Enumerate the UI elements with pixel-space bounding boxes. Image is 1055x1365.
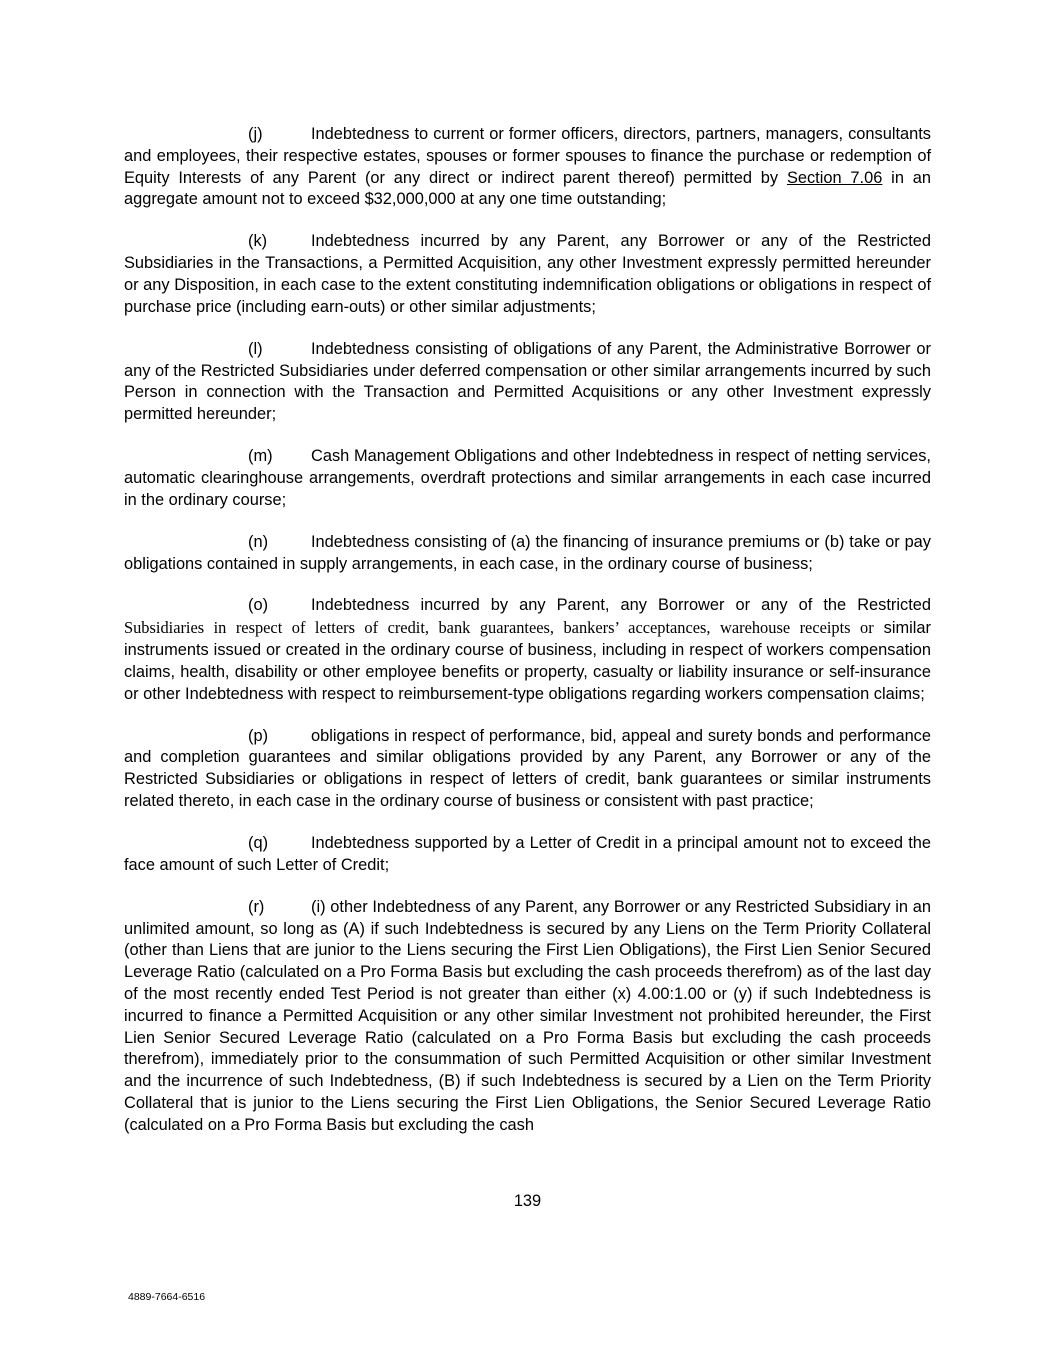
paragraph-l	[124, 339, 931, 426]
paragraph-label: (n)	[248, 532, 269, 551]
paragraph-text: Cash Management Obligations and other Indebtedness in respect of netting services, automatic clearinghouse arrangements, overdraft protections and similar arrangements in each case incurred in the ordinary course;	[124, 447, 931, 509]
paragraph-text: Indebtedness supported by a Letter of Credit in a principal amount not to exceed the face amount of such Letter of Credit;	[124, 834, 931, 874]
paragraph-o	[124, 595, 931, 705]
document-id: 4889-7664-6516	[128, 1291, 206, 1303]
document-body	[124, 124, 931, 1157]
paragraph-text: in an aggregate amount not to exceed $32,000,000 at any one time outstanding;	[124, 168, 931, 209]
paragraph-text: (i) other Indebtedness of any Parent, any Borrower or any Restricted Subsidiary in an unlimited amount, so long as (A) if such Indebtedness is secured by any Liens on the Term Priority Collateral (other than Liens that are junior to the Liens securing the First Lien Obligations), the First Lien Senior Secured Leverage Ratio (calculated on a Pro Forma Basis but excluding the cash proceeds therefrom) as of the last day of the most recently ended Test Period is not greater than either (x) 4.00:1.00 or (y) if such Indebtedness is incurred to finance a Permitted Acquisition or any other similar Investment not prohibited hereunder, the First Lien Senior Secured Leverage Ratio (calculated on a Pro Forma Basis but excluding the cash proceeds therefrom), immediately prior to the consummation of such Permitted Acquisition or other similar Investment and the incurrence of such Indebtedness, (B) if such Indebtedness is secured by a Lien on the Term Priority Collateral that is junior to the Liens securing the First Lien Obligations, the Senior Secured Leverage Ratio (calculated on a Pro Forma Basis but excluding the cash	[124, 897, 931, 1134]
paragraph-label: (p)	[248, 726, 269, 745]
paragraph-r	[124, 897, 931, 1137]
paragraph-m	[124, 446, 931, 511]
paragraph-j	[124, 124, 931, 211]
paragraph-text: Indebtedness to current or former officers, directors, partners, managers, consultants and employees, their respective estates, spouses or former spouses to finance the purchase or redemption of Equity Interests of any Parent (or any direct or indirect parent thereof) permitted by	[124, 125, 931, 187]
paragraph-label: (q)	[248, 834, 269, 853]
paragraph-text: similar instruments issued or created in the ordinary course of business, including in respect of workers compensation claims, health, disability or other employee benefits or property, casualty or liability insurance or self-insurance or other Indebtedness with respect to reimbursement-type obligations regarding workers compensation claims;	[124, 619, 931, 703]
paragraph-label: (m)	[248, 447, 273, 466]
paragraph-label: (r)	[248, 897, 265, 916]
paragraph-text: Indebtedness consisting of (a) the financing of insurance premiums or (b) take or pay obligations contained in supply arrangements, in each case, in the ordinary course of business;	[124, 532, 931, 573]
paragraph-label: (j)	[248, 125, 263, 143]
paragraph-q	[124, 833, 931, 877]
paragraph-label: (l)	[248, 339, 263, 358]
paragraph-label: (o)	[248, 596, 269, 615]
paragraph-k	[124, 231, 931, 318]
paragraph-p	[124, 726, 931, 813]
paragraph-text: Indebtedness incurred by any Parent, any Borrower or any of the Restricted Subsidiaries in the Transactions, a Permitted Acquisition, any other Investment expressly permitted hereunder or any Disposition, in each case to the extent constituting indemnification obligations or obligations in respect of purchase price (including earn-outs) or other similar adjustments;	[124, 232, 931, 316]
paragraph-label: (k)	[248, 232, 268, 251]
section-reference-link: Section 7.06	[786, 168, 883, 187]
paragraph-text-serif: Subsidiaries in respect of letters of credit, bank guarantees, bankers’ acceptances, warehouse receipts or	[124, 618, 874, 638]
paragraph-n	[124, 532, 931, 576]
paragraph-text: obligations in respect of performance, bid, appeal and surety bonds and performance and completion guarantees and similar obligations provided by any Parent, any Borrower or any of the Restricted Subsidiaries or obligations in respect of letters of credit, bank guarantees or similar instruments related thereto, in each case in the ordinary course of business or consistent with past practice;	[124, 726, 931, 811]
page-number: 139	[513, 1192, 542, 1210]
paragraph-text: Indebtedness incurred by any Parent, any Borrower or any of the Restricted	[311, 596, 931, 615]
paragraph-text: Indebtedness consisting of obligations of any Parent, the Administrative Borrower or any of the Restricted Subsidiaries under deferred compensation or other similar arrangements incurred by such Person in connection with the Transaction and Permitted Acquisitions or any other Investment expressly permitted hereunder;	[124, 339, 931, 424]
